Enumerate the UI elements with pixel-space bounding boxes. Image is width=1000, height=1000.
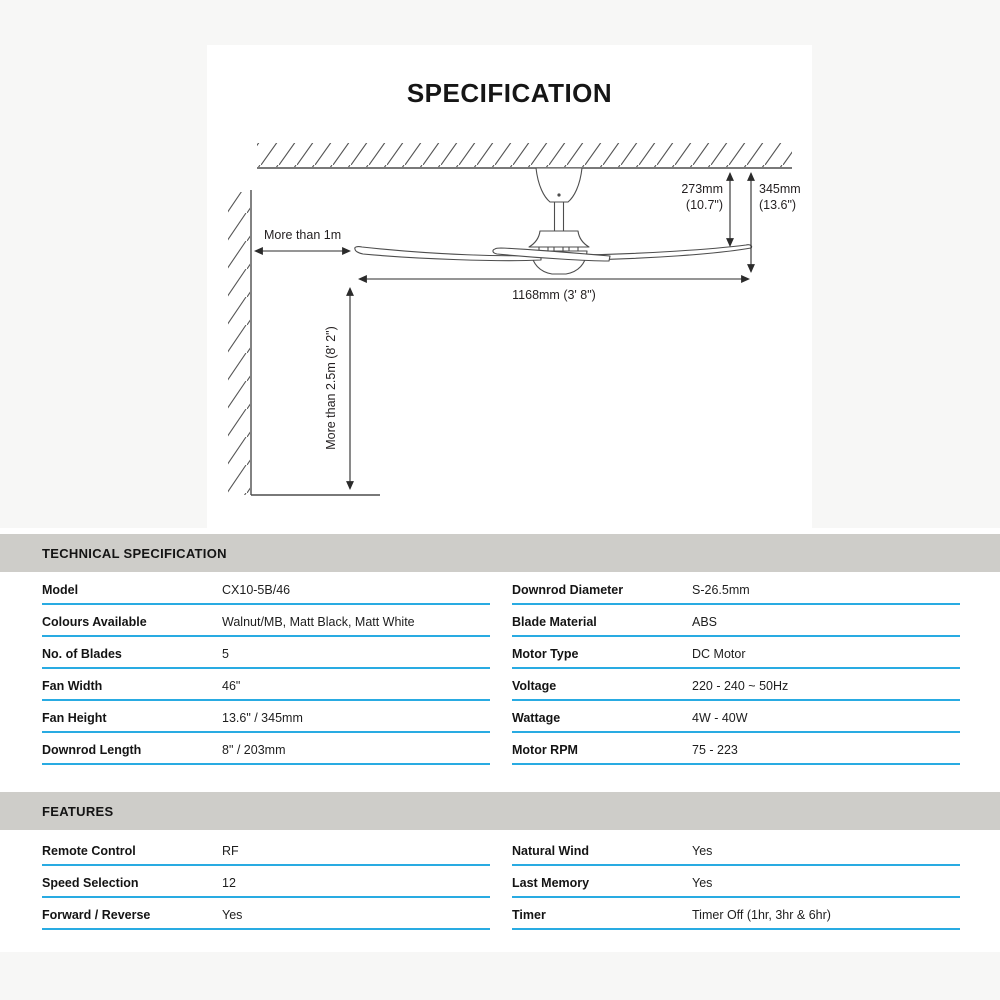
- fan-canopy: [536, 168, 582, 202]
- spec-row-model: [42, 573, 490, 605]
- spec-label: No. of Blades: [42, 647, 122, 661]
- dimension-wall-clearance: [255, 228, 350, 251]
- dimension-total-height: [751, 173, 801, 272]
- feature-row-speed-selection: [42, 866, 490, 898]
- spec-label: Fan Height: [42, 711, 107, 725]
- dimension-label: More than 2.5m (8' 2"): [324, 326, 338, 450]
- spec-row-motor-type: [512, 637, 960, 669]
- spec-value: CX10-5B/46: [222, 583, 291, 597]
- technical-spec-right-column: [512, 573, 960, 765]
- dimension-label: (13.6"): [759, 198, 797, 212]
- technical-specification-header-bar: [0, 534, 1000, 572]
- spec-value: 46": [222, 679, 241, 693]
- dimension-label: More than 1m: [264, 228, 342, 242]
- hub-detail: [569, 247, 578, 251]
- dimension-label: 273mm: [681, 182, 723, 196]
- dimension-downrod-height: [681, 173, 730, 246]
- dimension-fan-width: [359, 279, 749, 302]
- spec-value: 5: [222, 647, 229, 661]
- dimension-label: 345mm: [759, 182, 801, 196]
- spec-label: Blade Material: [512, 615, 597, 629]
- spec-label: Downrod Length: [42, 743, 142, 757]
- spec-value: ABS: [692, 615, 718, 629]
- spec-value: 13.6" / 345mm: [222, 711, 303, 725]
- fan-dimension-diagram: [207, 45, 812, 528]
- feature-value: 12: [222, 876, 236, 890]
- spec-row-downrod-length: [42, 733, 490, 765]
- dimension-label: 1168mm (3' 8"): [512, 288, 596, 302]
- spec-row-colours: [42, 605, 490, 637]
- spec-row-voltage: [512, 669, 960, 701]
- section-heading: TECHNICAL SPECIFICATION: [42, 545, 227, 561]
- spec-row-blade-material: [512, 605, 960, 637]
- feature-value: Yes: [692, 876, 713, 890]
- feature-row-last-memory: [512, 866, 960, 898]
- feature-label: Remote Control: [42, 844, 136, 858]
- feature-label: Forward / Reverse: [42, 908, 151, 922]
- feature-label: Speed Selection: [42, 876, 139, 890]
- wall-hatching: [228, 190, 251, 495]
- features-header-bar: [0, 792, 1000, 830]
- feature-row-natural-wind: [512, 834, 960, 866]
- spec-label: Model: [42, 583, 79, 597]
- technical-spec-left-column: [42, 573, 490, 765]
- specification-diagram-card: [207, 45, 812, 528]
- spec-label: Voltage: [512, 679, 557, 693]
- spec-value: 220 - 240 ~ 50Hz: [692, 679, 789, 693]
- feature-value: Yes: [222, 908, 243, 922]
- spec-value: S-26.5mm: [692, 583, 750, 597]
- spec-label: Motor Type: [512, 647, 579, 661]
- fan-downrod: [555, 202, 564, 231]
- feature-row-forward-reverse: [42, 898, 490, 930]
- ceiling-hatching: [257, 143, 792, 168]
- spec-row-blades: [42, 637, 490, 669]
- spec-label: Motor RPM: [512, 743, 578, 757]
- features-right-column: [512, 834, 960, 930]
- spec-value: 4W - 40W: [692, 711, 748, 725]
- feature-label: Last Memory: [512, 876, 590, 890]
- spec-row-downrod-diameter: [512, 573, 960, 605]
- spec-row-wattage: [512, 701, 960, 733]
- feature-value: Yes: [692, 844, 713, 858]
- spec-value: DC Motor: [692, 647, 746, 661]
- dimension-label: (10.7"): [685, 198, 723, 212]
- spec-value: 75 - 223: [692, 743, 738, 757]
- spec-value: 8" / 203mm: [222, 743, 286, 757]
- spec-label: Fan Width: [42, 679, 103, 693]
- section-heading: FEATURES: [42, 803, 114, 819]
- spec-value: Walnut/MB, Matt Black, Matt White: [222, 615, 415, 629]
- spec-row-motor-rpm: [512, 733, 960, 765]
- spec-label: Downrod Diameter: [512, 583, 624, 597]
- spec-label: Colours Available: [42, 615, 147, 629]
- spec-row-fan-height: [42, 701, 490, 733]
- spec-label: Wattage: [512, 711, 561, 725]
- feature-value: RF: [222, 844, 239, 858]
- fan-motor-housing: [529, 231, 589, 247]
- spec-row-fan-width: [42, 669, 490, 701]
- feature-value: Timer Off (1hr, 3hr & 6hr): [692, 908, 831, 922]
- feature-row-remote-control: [42, 834, 490, 866]
- feature-row-timer: [512, 898, 960, 930]
- features-left-column: [42, 834, 490, 930]
- page-title: SPECIFICATION: [406, 78, 613, 108]
- feature-label: Timer: [512, 908, 546, 922]
- feature-label: Natural Wind: [512, 844, 589, 858]
- hub-detail: [554, 247, 563, 251]
- canopy-screw: [557, 193, 560, 196]
- dimension-floor-clearance: [324, 288, 350, 489]
